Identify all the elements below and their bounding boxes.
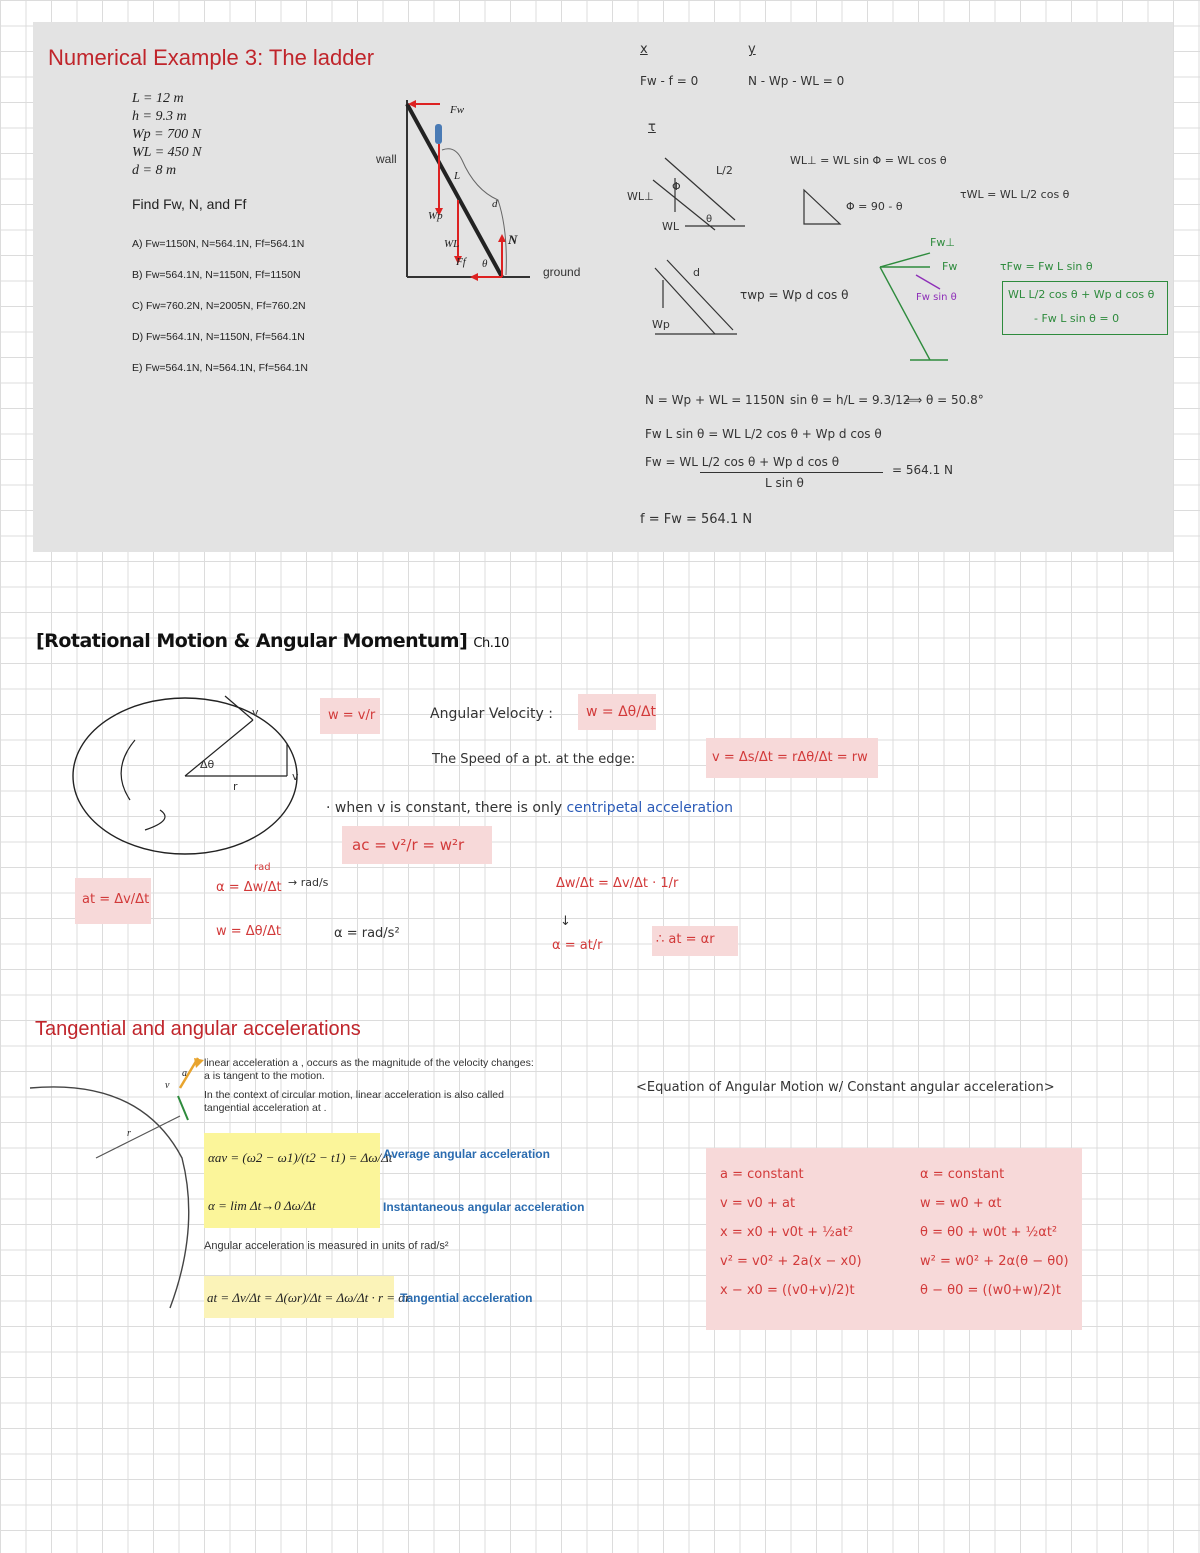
- speed-eq: v = Δs/Δt = rΔθ/Δt = rw: [712, 750, 868, 765]
- wl-perp-sketch-label: WL⊥: [627, 190, 654, 203]
- option-b: B) Fw=564.1N, N=1150N, Ff=1150N: [132, 269, 301, 281]
- fw-sketch-label: Fw: [942, 260, 958, 273]
- a-vector-label: a: [182, 1068, 187, 1079]
- fw-value: = 564.1 N: [892, 463, 954, 477]
- option-a: A) Fw=1150N, N=564.1N, Ff=564.1N: [132, 238, 305, 250]
- tangential-title: Tangential and angular accelerations: [35, 1018, 361, 1040]
- sin-theta-eq: sin θ = h/L = 9.3/12: [790, 393, 911, 407]
- tangential-line-1: linear acceleration a , occurs as the magnitude of the velocity changes:: [204, 1057, 534, 1069]
- chapter-title: [36, 630, 509, 652]
- y-heading: y: [748, 42, 756, 57]
- dtheta-label: Δθ: [200, 758, 215, 771]
- tangential-text: [204, 1057, 534, 1115]
- angular-eq-1: α = constant: [920, 1167, 1005, 1182]
- rad-note: rad: [254, 862, 271, 873]
- linear-eq-2: v = v0 + at: [720, 1196, 796, 1211]
- tangential-line-4: tangential acceleration at .: [204, 1102, 327, 1114]
- r-label: r: [233, 780, 238, 793]
- v-label-2: v: [292, 770, 299, 783]
- option-d: D) Fw=564.1N, N=1150N, Ff=564.1N: [132, 331, 305, 343]
- phi-label: Φ: [672, 180, 681, 193]
- ac-eq: ac = v²/r = w²r: [352, 836, 465, 854]
- angular-eq-5: θ − θ0 = ((w0+w)/2)t: [920, 1283, 1061, 1298]
- find-prompt: Find Fw, N, and Ff: [132, 196, 247, 212]
- theta-label: θ: [482, 258, 488, 270]
- tau-fw-eq: τFw = Fw L sin θ: [1000, 260, 1093, 273]
- wp-sketch-label: Wp: [652, 318, 670, 331]
- y-equation: N - Wp - WL = 0: [748, 74, 845, 88]
- centripetal-word: centripetal acceleration: [566, 800, 733, 816]
- fw-formula-denominator: L sin θ: [765, 476, 804, 490]
- l2-label: L/2: [716, 164, 733, 177]
- ground-label: ground: [543, 265, 581, 279]
- fw-formula-numerator: Fw = WL L/2 cos θ + Wp d cos θ: [645, 455, 840, 469]
- tangential-eq-label: Tangential acceleration: [400, 1291, 533, 1305]
- n-result: N = Wp + WL = 1150N: [645, 393, 785, 407]
- theta-sketch-label: θ: [706, 214, 713, 225]
- chapter-title-text: [Rotational Motion & Angular Momentum]: [36, 630, 468, 652]
- centripetal-note: [326, 800, 733, 816]
- given-d: d = 8 m: [132, 163, 177, 178]
- angular-equations: [920, 1160, 1069, 1305]
- wl-sketch-label: WL: [662, 220, 680, 233]
- linear-eq-1: a = constant: [720, 1167, 804, 1182]
- units-line: Angular acceleration is measured in units of rad/s²: [204, 1240, 449, 1252]
- v-vector-label: v: [165, 1080, 170, 1091]
- d-label: d: [492, 198, 498, 210]
- ff-label: Ff: [456, 256, 466, 268]
- x-equation: Fw - f = 0: [640, 74, 699, 88]
- average-angular-eq: αav = (ω2 − ω1)/(t2 − t1) = Δω/Δt: [208, 1150, 393, 1165]
- l-label: L: [454, 170, 461, 182]
- torque-balance-line2: - Fw L sin θ = 0: [1034, 312, 1120, 325]
- given-h: h = 9.3 m: [132, 109, 187, 124]
- ladder-figure: [380, 90, 580, 290]
- fw-perp-label: Fw⊥: [930, 236, 955, 249]
- arrow-down: ↓: [560, 914, 571, 929]
- angular-eq-2: w = w0 + αt: [920, 1196, 1002, 1211]
- speed-label: The Speed of a pt. at the edge:: [432, 752, 636, 767]
- centripetal-note-text: · when v is constant, there is only: [326, 800, 563, 816]
- wall-label: wall: [376, 152, 397, 166]
- triangle-sketch: [800, 186, 845, 226]
- at-eq: at = Δv/Δt: [82, 892, 150, 907]
- given-wp: Wp = 700 N: [132, 127, 201, 142]
- angular-velocity-label: Angular Velocity :: [430, 706, 553, 722]
- fwl-sin-eq: Fw L sin θ = WL L/2 cos θ + Wp d cos θ: [645, 427, 882, 441]
- f-result: f = Fw = 564.1 N: [640, 512, 753, 527]
- person-icon: [435, 124, 442, 144]
- option-e: E) Fw=564.1N, N=564.1N, Ff=564.1N: [132, 362, 308, 374]
- w-v-r-eq: w = v/r: [328, 708, 376, 723]
- given-wl: WL = 450 N: [132, 145, 202, 160]
- fw-label: Fw: [450, 104, 465, 116]
- v-label-1: v: [252, 706, 259, 719]
- rotation-circle-sketch: [65, 690, 325, 860]
- alpha-eq: α = Δw/Δt: [216, 880, 282, 895]
- alpha-rad-eq: α = rad/s²: [334, 926, 400, 941]
- x-heading: x: [640, 42, 648, 57]
- instantaneous-angular-eq: α = lim Δt→0 Δω/Δt: [208, 1198, 316, 1213]
- average-angular-label: Average angular acceleration: [383, 1147, 550, 1161]
- fraction-bar: [700, 472, 883, 473]
- linear-eq-3: x = x0 + v0t + ½at²: [720, 1225, 854, 1240]
- linear-eq-5: x − x0 = ((v0+v)/2)t: [720, 1283, 855, 1298]
- ladder-line: [407, 104, 502, 277]
- linear-eq-4: v² = v0² + 2a(x − x0): [720, 1254, 862, 1269]
- given-list: [132, 90, 201, 180]
- tangential-arc-sketch: [20, 1058, 200, 1318]
- chapter-number: Ch.10: [473, 636, 509, 651]
- dw-dt-eq: Δw/Δt = Δv/Δt · 1/r: [556, 876, 679, 891]
- option-c: C) Fw=760.2N, N=2005N, Ff=760.2N: [132, 300, 306, 312]
- theta-result: ⟹ θ = 50.8°: [905, 393, 984, 407]
- tau-wl-eq: τWL = WL L/2 cos θ: [960, 188, 1070, 201]
- tau-wp-eq: τwp = Wp d cos θ: [740, 288, 849, 302]
- angular-velocity-eq: w = Δθ/Δt: [586, 704, 657, 720]
- tau-heading: τ: [648, 120, 656, 135]
- fw-sin-label: Fw sin θ: [916, 292, 957, 303]
- torque-balance-line1: WL L/2 cos θ + Wp d cos θ: [1008, 288, 1155, 301]
- wl-label: WL: [444, 238, 460, 250]
- angular-eq-3: θ = θ0 + w0t + ½αt²: [920, 1225, 1058, 1240]
- therefore-eq: ∴ at = αr: [656, 932, 715, 947]
- angular-eq-4: w² = w0² + 2α(θ − θ0): [920, 1254, 1069, 1269]
- r-radius-label: r: [127, 1128, 131, 1139]
- phi-equation: Φ = 90 - θ: [846, 200, 903, 213]
- w-eq: w = Δθ/Δt: [216, 924, 282, 939]
- n-label: N: [508, 232, 518, 247]
- tangential-eq: at = Δv/Δt = Δ(ωr)/Δt = Δω/Δt · r = αr: [207, 1290, 411, 1305]
- instantaneous-angular-label: Instantaneous angular acceleration: [383, 1200, 585, 1214]
- d-sketch-label: d: [693, 266, 700, 279]
- wl-perp-eq: WL⊥ = WL sin Φ = WL cos θ: [790, 154, 947, 167]
- tangential-line-3: In the context of circular motion, linear acceleration is also called: [204, 1089, 504, 1101]
- alpha-at-r-eq: α = at/r: [552, 938, 603, 953]
- linear-equations: [720, 1160, 862, 1305]
- equations-heading: <Equation of Angular Motion w/ Constant angular acceleration>: [636, 1080, 1055, 1095]
- example-title: Numerical Example 3: The ladder: [48, 45, 375, 70]
- given-L: L = 12 m: [132, 91, 184, 106]
- wp-label: Wp: [428, 210, 443, 222]
- alpha-units: → rad/s: [288, 876, 329, 889]
- tangential-line-2: a is tangent to the motion.: [204, 1070, 325, 1082]
